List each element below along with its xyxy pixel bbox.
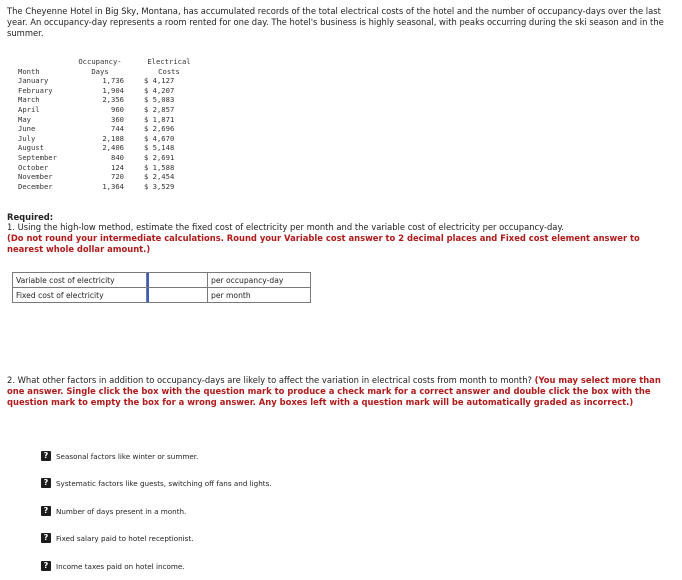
fixed-cost-row	[13, 288, 311, 303]
fixed-cost-label: Fixed cost of electricity	[13, 288, 147, 303]
fixed-cost-input[interactable]	[147, 288, 207, 302]
electrical-cost-cell: $ 2,696	[144, 124, 175, 134]
requirement-2-instruction: (You may select more than one answer. Single click the box with the question mark to produce a check mark for a correct answer and double click the box with the question mark to empty the box for a wrong answer. Any boxes left with a question mark will be automatically graded as incorrect.)	[7, 375, 661, 407]
electrical-cost-cell: $ 1,871	[144, 114, 175, 124]
answer-grid	[12, 272, 311, 303]
electrical-cost-cell: $ 1,588	[144, 162, 175, 172]
table-row	[18, 95, 204, 105]
month-cell: June	[18, 124, 36, 134]
occupancy-days-cell: 2,356	[102, 95, 124, 105]
answer-option-label: Number of days present in a month.	[56, 506, 187, 516]
table-row	[18, 153, 204, 163]
fixed-cost-unit: per month	[208, 288, 311, 303]
input-marker	[147, 288, 149, 302]
table-row	[18, 134, 204, 144]
answer-option-label: Income taxes paid on hotel income.	[56, 561, 185, 571]
table-row	[18, 143, 204, 153]
requirement-1-text: 1. Using the high-low method, estimate the fixed cost of electricity per month and the variable cost of electricity per occupancy-day.	[7, 222, 564, 232]
answer-option-label: Fixed salary paid to hotel receptionist.	[56, 533, 194, 543]
answer-option	[41, 506, 186, 516]
required-heading: Required:	[7, 212, 54, 222]
occupancy-days-cell: 720	[111, 172, 124, 182]
problem-intro: The Cheyenne Hotel in Big Sky, Montana, has accumulated records of the total electrical costs of the hotel and the number of occupancy-days over the last year. An occupancy-day represents a room rented for one day. The hotel's business is highly seasonal, with peaks occurring during the ski season and in the summer.	[7, 6, 664, 38]
requirement-1-instruction: (Do not round your intermediate calculations. Round your Variable cost answer to 2 decimal places and Fixed cost element answer to nearest whole dollar amount.)	[7, 233, 640, 254]
cost-data-table	[18, 57, 204, 191]
question-mark-checkbox[interactable]: ?	[41, 506, 51, 516]
question-mark-checkbox[interactable]: ?	[41, 533, 51, 543]
electrical-cost-cell: $ 4,127	[144, 76, 175, 86]
electrical-cost-cell: $ 2,857	[144, 104, 175, 114]
table-row	[18, 182, 204, 192]
month-cell: February	[18, 85, 53, 95]
occupancy-days-cell: 840	[111, 152, 124, 162]
variable-cost-input[interactable]	[147, 273, 207, 287]
table-row	[18, 115, 204, 125]
month-cell: April	[18, 104, 40, 114]
occupancy-days-cell: 1,736	[102, 76, 124, 86]
month-cell: December	[18, 181, 53, 191]
occupancy-days-cell: 360	[111, 114, 124, 124]
table-row	[18, 124, 204, 134]
electrical-costs-header: Electrical Costs	[147, 57, 191, 76]
electrical-cost-cell: $ 5,148	[144, 143, 175, 153]
variable-cost-row	[13, 273, 311, 288]
electrical-cost-cell: $ 4,670	[144, 133, 175, 143]
occupancy-days-cell: 124	[111, 162, 124, 172]
table-row	[18, 172, 204, 182]
table-row	[18, 163, 204, 173]
month-cell: October	[18, 162, 49, 172]
month-header: Month	[18, 66, 40, 76]
month-cell: November	[18, 172, 53, 182]
answer-option	[41, 451, 198, 461]
occupancy-days-cell: 960	[111, 104, 124, 114]
requirement-2	[7, 375, 675, 408]
question-mark-checkbox[interactable]: ?	[41, 478, 51, 488]
table-row	[18, 86, 204, 96]
electrical-cost-cell: $ 2,454	[144, 172, 175, 182]
question-mark-checkbox[interactable]: ?	[41, 561, 51, 571]
answer-option	[41, 533, 194, 543]
electrical-cost-cell: $ 3,529	[144, 181, 175, 191]
electrical-cost-cell: $ 2,691	[144, 152, 175, 162]
variable-cost-label: Variable cost of electricity	[13, 273, 147, 288]
occupancy-days-cell: 744	[111, 124, 124, 134]
answer-option	[41, 561, 185, 571]
question-mark-checkbox[interactable]: ?	[41, 451, 51, 461]
occupancy-days-cell: 2,406	[102, 143, 124, 153]
answer-option	[41, 478, 272, 488]
occupancy-days-cell: 1,904	[102, 85, 124, 95]
electrical-cost-cell: $ 4,207	[144, 85, 175, 95]
month-cell: May	[18, 114, 31, 124]
electrical-cost-cell: $ 5,083	[144, 95, 175, 105]
occupancy-days-header: Occupancy- Days	[78, 57, 122, 76]
occupancy-days-cell: 1,364	[102, 181, 124, 191]
table-row	[18, 105, 204, 115]
month-cell: March	[18, 95, 40, 105]
answer-option-label: Seasonal factors like winter or summer.	[56, 451, 199, 461]
occupancy-days-cell: 2,108	[102, 133, 124, 143]
answer-option-label: Systematic factors like guests, switching off fans and lights.	[56, 478, 272, 488]
requirement-1	[7, 222, 675, 255]
table-row	[18, 76, 204, 86]
month-cell: August	[18, 143, 44, 153]
month-cell: January	[18, 76, 49, 86]
input-marker	[147, 273, 149, 287]
requirement-2-text: 2. What other factors in addition to occupancy-days are likely to affect the variation in electrical costs from month to month?	[7, 375, 532, 385]
month-cell: September	[18, 152, 57, 162]
variable-cost-unit: per occupancy-day	[208, 273, 311, 288]
month-cell: July	[18, 133, 36, 143]
